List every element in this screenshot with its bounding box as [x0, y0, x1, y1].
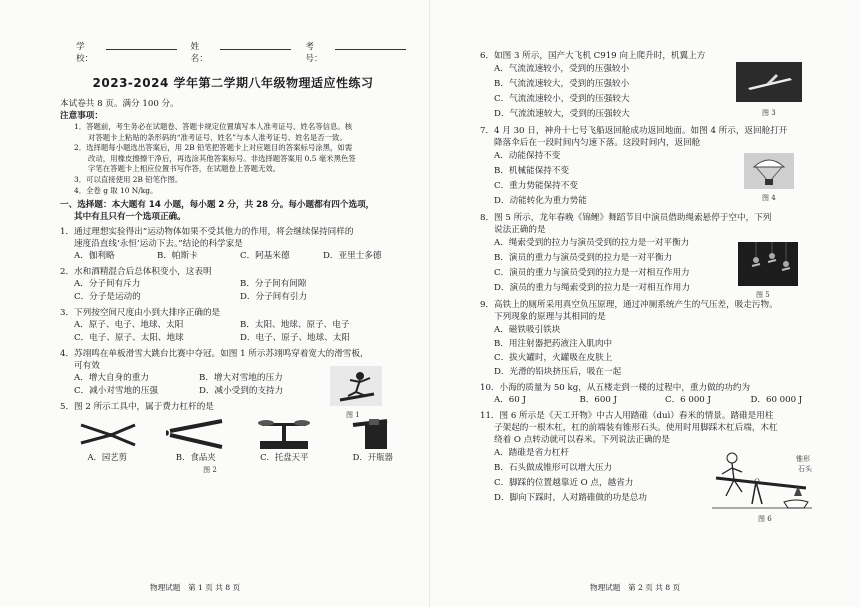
option-a[interactable]: A．60 J [494, 395, 526, 405]
option-d[interactable]: D．脚向下踩时，人对踏碓做的功是总功 [494, 493, 647, 503]
note-line: 4．全卷 g 取 10 N/kg。 [74, 185, 158, 195]
question-stem-cont: 说法正确的是 [494, 225, 546, 235]
option-d[interactable]: D．电子、原子、地球、太阳 [240, 333, 351, 344]
figure-caption: 图 1 [346, 411, 360, 420]
option-a[interactable]: A．分子间有斥力 [74, 279, 141, 290]
garden-shears-icon [77, 417, 137, 451]
question-6 [480, 50, 836, 122]
question-5 [60, 401, 406, 475]
question-stem: 4．苏翊鸣在单板滑雪大跳台比赛中夺冠。如图 1 所示苏翊鸣穿着宽大的滑雪板， [60, 349, 369, 360]
option-c[interactable]: C．气流流速较小，受到的压强较大 [494, 94, 630, 104]
option-c[interactable]: C．分子是运动的 [74, 292, 141, 303]
options [480, 394, 836, 407]
page-footer: 物理试题 第 2 页 共 8 页 [590, 583, 681, 592]
bottle-opener-icon [343, 417, 403, 451]
option-d[interactable]: D．气流流速较大，受到的压强较大 [494, 109, 630, 119]
figure-caption: 图 5 [756, 291, 770, 299]
option-d: D．开瓶器 [352, 452, 393, 463]
option-c[interactable]: C．重力势能保持不变 [494, 181, 578, 191]
note-line: 改动，用橡皮擦擦干净后，再选涂其他答案标号。非选择题答案用 0.5 毫米黑色签 [88, 153, 356, 163]
option-a[interactable]: A．磁铁吸引铁块 [494, 325, 561, 335]
figure-caption: 图 2 [203, 466, 217, 475]
option-d[interactable]: D．减小受到的支持力 [199, 386, 284, 397]
option-a[interactable]: A．增大自身的重力 [74, 373, 149, 384]
option-d[interactable]: D．亚里士多德 [323, 251, 382, 262]
option-a[interactable]: A．绳索受到的拉力与演员受到的拉力是一对平衡力 [494, 238, 690, 248]
name-label: 姓名： [190, 42, 208, 64]
question-8 [480, 212, 836, 299]
question-1 [60, 226, 406, 263]
page-footer: 物理试题 第 1 页 共 8 页 [150, 583, 241, 592]
question-3 [60, 307, 406, 345]
page-title: 2023-2024 学年第二学期八年级物理适应性练习 [92, 76, 374, 90]
page-2 [430, 0, 860, 607]
option-c[interactable]: C．拔火罐时，火罐吸在皮肤上 [494, 353, 613, 363]
name-field[interactable] [220, 40, 291, 50]
option-d[interactable]: D．演员的重力与绳索受到的拉力是一对相互作用力 [494, 283, 690, 293]
capsule-photo [744, 153, 794, 189]
option-c[interactable]: C．脚踩的位置越靠近 O 点，越省力 [494, 478, 634, 488]
option-a[interactable]: A．伽利略 [74, 251, 115, 262]
option-b: B．食品夹 [175, 452, 216, 463]
question-stem-cont: 下列现象的原理与其相同的是 [494, 312, 606, 322]
section-title-cont: 其中有且只有一个选项正确。 [74, 212, 186, 223]
option-b[interactable]: B．600 J [579, 395, 617, 405]
question-stem-cont: 速度沿直线‘永恒’运动下去。”结论的科学家是 [74, 239, 243, 250]
option-b[interactable]: B．气流流速较大，受到的压强较小 [494, 79, 630, 89]
notes-list [60, 122, 406, 196]
option-b[interactable]: B．用注射器把药液注入肌肉中 [494, 339, 613, 349]
option-c[interactable]: C．演员的重力与演员受到的拉力是一对相互作用力 [494, 268, 690, 278]
airplane-photo [736, 62, 802, 102]
note-line: 字笔在答题卡上相应位置书写作答，在试题卷上答题无效。 [88, 164, 281, 174]
options [60, 278, 406, 304]
tool-b[interactable] [163, 417, 230, 463]
option-b[interactable]: B．帕斯卡 [157, 251, 198, 262]
option-b[interactable]: B．机械能保持不变 [494, 166, 570, 176]
note-line: 3．可以直接使用 2B 铅笔作图。 [74, 174, 183, 184]
tool-figures [60, 417, 406, 463]
note-line: 对答题卡上粘贴的条形码的“准考证号、姓名”与本人准考证号、姓名是否一致。 [88, 132, 347, 142]
question-stem: 2．水和酒精混合后总体积变小，这表明 [60, 267, 212, 278]
stone-label: 石头 [798, 465, 812, 473]
question-2 [60, 266, 406, 304]
pivot-label: O [754, 478, 760, 486]
option-b[interactable]: B．演员的重力与演员受到的拉力是一对平衡力 [494, 253, 673, 263]
option-c[interactable]: C．阿基米德 [240, 251, 290, 262]
option-d[interactable]: D．动能转化为重力势能 [494, 196, 587, 206]
food-tongs-icon [166, 417, 226, 451]
question-stem: 10．小海的质量为 50 kg，从五楼走到一楼的过程中，重力做的功约为 [480, 383, 751, 393]
note-line: 1．答题前，考生务必在试题卷、答题卡规定位置填写本人准考证号、姓名等信息。核 [74, 122, 353, 131]
option-b[interactable]: B．增大对雪地的压力 [199, 373, 283, 384]
option-a: A．园艺剪 [87, 452, 128, 463]
question-stem-cont: 降落伞后在一段时间内匀速下落。这段时间内，返回舱 [494, 138, 701, 148]
student-info-header [76, 40, 406, 64]
school-field[interactable] [106, 40, 177, 50]
option-c[interactable]: C．电子、原子、太阳、地球 [74, 333, 184, 344]
notes-title: 注意事项： [60, 111, 103, 121]
question-stem: 6．如图 3 所示，国产大飞机 C919 向上爬升时，机翼上方 [480, 51, 706, 61]
question-stem-cont: 可有效 [74, 361, 100, 372]
tool-d[interactable] [340, 417, 407, 463]
question-10 [480, 382, 836, 407]
option-a[interactable]: A．动能保持不变 [494, 151, 561, 161]
question-stem: 11．图 6 所示是《天工开物》中古人用踏碓（duì）舂米的情景。踏碓是用柱 [480, 411, 774, 421]
option-d[interactable]: D．60 000 J [750, 395, 803, 405]
school-label: 学校： [76, 42, 94, 64]
options [60, 319, 406, 345]
option-c: C．托盘天平 [260, 452, 309, 463]
tool-c[interactable] [251, 417, 318, 463]
exam-no-field[interactable] [335, 40, 406, 50]
option-b[interactable]: B．石头做成锥形可以增大压力 [494, 463, 613, 473]
note-line: 2．选择题每小题选出答案后，用 2B 铅笔把答题卡上对应题目的答案标号涂黑，如需 [74, 143, 353, 153]
option-c[interactable]: C．6 000 J [665, 395, 711, 405]
intro-text: 本试卷共 8 页。满分 100 分。 [60, 99, 179, 109]
option-b[interactable]: B．分子间有间隙 [240, 279, 307, 290]
question-stem-cont: 绕着 O 点转动就可以舂米。下列说法正确的是 [494, 435, 670, 445]
option-c[interactable]: C．减小对雪地的压强 [74, 386, 158, 397]
question-stem: 1．通过理想实验得出“运动物体如果不受其他力的作用，将会继续保持同样的 [60, 227, 354, 238]
option-d[interactable]: D．光滑的铅块挤压后，吸在一起 [494, 367, 622, 377]
figure-caption: 图 4 [762, 194, 776, 202]
question-stem: 9．高铁上的厕所采用真空负压原理，通过冲厕系统产生的气压差，吸走污物。 [480, 300, 778, 310]
tool-a[interactable] [74, 417, 141, 463]
figure-caption: 图 6 [758, 515, 772, 523]
stone-label: 锥形 [796, 455, 810, 463]
figure-caption: 图 3 [762, 109, 776, 117]
question-stem: 3．下列按空间尺度由小到大排序正确的是 [60, 308, 221, 319]
section-title: 一、选择题：本大题有 14 小题，每小题 2 分，共 28 分。每小题都有四个选项， [60, 200, 375, 211]
option-a[interactable]: A．踏碓是省力杠杆 [494, 448, 569, 458]
question-7 [480, 125, 836, 209]
options [480, 323, 836, 379]
exam-no-label: 考号： [305, 42, 323, 64]
option-b[interactable]: B．太阳、地球、原子、电子 [240, 320, 350, 331]
balance-scale-icon [254, 417, 314, 451]
option-a[interactable]: A．气流流速较小，受到的压强较小 [494, 64, 630, 74]
option-a[interactable]: A．原子、电子、地球、太阳 [74, 320, 184, 331]
question-stem: 7．4 月 30 日，神舟十七号飞船返回舱成功返回地面。如图 4 所示，返回舱打开 [480, 126, 788, 136]
question-stem-cont: 子架起的一根木杠，杠的前端装有锥形石头。使用时用脚踩木杠后端，木杠 [494, 423, 778, 433]
options [60, 372, 324, 398]
question-stem: 5．图 2 所示工具中，属于费力杠杆的是 [60, 402, 214, 413]
question-11 [480, 410, 836, 523]
option-d[interactable]: D．分子间有引力 [240, 292, 308, 303]
question-9 [480, 299, 836, 379]
question-stem: 8．图 5 所示，龙年春晚《锦鲤》舞蹈节目中演员借助绳索悬停于空中，下列 [480, 213, 772, 223]
snowboarder-figure [330, 366, 382, 406]
options [60, 250, 406, 263]
dancers-photo [738, 242, 798, 286]
